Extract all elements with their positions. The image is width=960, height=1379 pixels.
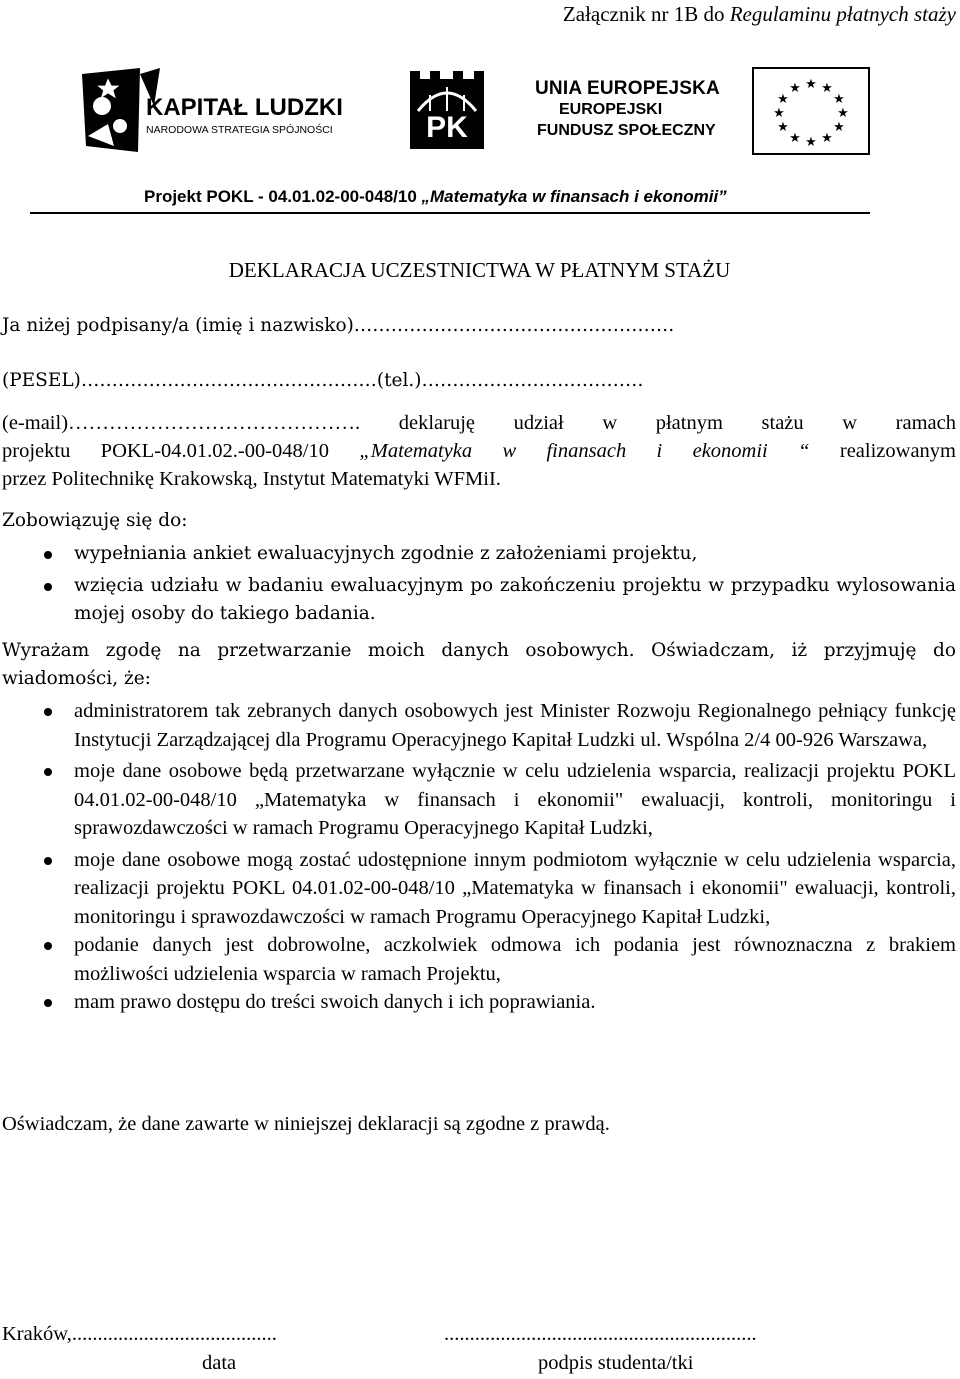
name-line: Ja niżej podpisany/a (imię i nazwisko)……………………………………………. (2, 315, 675, 336)
project-realizing: realizowanym (839, 440, 956, 462)
consent-b: Oświadczam, iż przyjmuję do (634, 640, 956, 661)
ue-line-2: EUROPEJSKI (559, 101, 663, 118)
project-line (2, 440, 956, 463)
signature-label: podpis studenta/tki (538, 1352, 694, 1374)
project-prefix: Projekt POKL - 04.01.02-00-048/10 (144, 187, 422, 206)
statement-item: moje dane osobowe mogą zostać udostępnione innym podmiotom wyłącznie w celu udzielenia wsparcia, realizacji projektu POKL 04.01.02-00-048/10 „Matematyka w finansach i ekonomii" ewaluacji, kontroli, monitoringu i sprawozdawczości w ramach Programu Operacyjnego Kapitał Ludzki, (0, 846, 956, 932)
document-title (0, 258, 960, 283)
ue-line-3: FUNDUSZ SPOŁECZNY (537, 122, 716, 139)
svg-text:★: ★ (821, 131, 833, 146)
project-code: projektu POKL-04.01.02.-00-048/10 (2, 440, 360, 462)
date-label: data (202, 1352, 237, 1374)
svg-text:★: ★ (777, 120, 789, 135)
svg-text:★: ★ (805, 135, 817, 150)
document-title-text: DEKLARACJA UCZESTNICTWA W PŁATNYM STAŻU (228, 258, 731, 282)
obligations-heading: Zobowiązuję się do: (2, 510, 188, 531)
statements-list (0, 697, 956, 1017)
svg-text:★: ★ (773, 106, 785, 121)
email-declaration-line: (e-mail)……………………………………. deklaruję udział w płatnym stażu w ramach (2, 412, 956, 434)
svg-text:★: ★ (821, 81, 833, 96)
pk-letters: PK (426, 111, 468, 144)
attachment-prefix: Załącznik nr 1B do (562, 2, 730, 26)
project-title: „Matematyka w finansach i ekonomii” (421, 187, 727, 206)
attachment-regulation: Regulaminu płatnych staży (729, 2, 956, 26)
statement-item: administratorem tak zebranych danych osobowych jest Minister Rozwoju Regionalnego pełniący funkcję Instytucji Zarządzającej dla Programu Operacyjnego Kapitał Ludzki ul. Wspólna 2/4 00-926 Warszawa, (0, 697, 956, 754)
ue-efs-text (535, 78, 720, 141)
eu-stars-icon (752, 67, 870, 155)
obligation-item: wypełniania ankiet ewaluacyjnych zgodnie z założeniami projektu, (0, 540, 956, 569)
kapital-ludzki-logo (80, 66, 380, 162)
statement-item: podanie danych jest dobrowolne, aczkolwiek odmowa ich podania jest równoznaczna z brakiem możliwości udzielenia wsparcia w ramach Projektu, (0, 931, 956, 988)
consent-line-2: wiadomości, że: (2, 668, 151, 689)
svg-text:★: ★ (789, 81, 801, 96)
consent-line-1 (2, 640, 956, 661)
obligation-item: wzięcia udziału w badaniu ewaluacyjnym po zakończeniu projektu w przypadku wylosowania mojej osoby do takiego badania. (0, 572, 956, 629)
pesel-phone-line: (PESEL)…………………………………………(tel.)……………………………… (2, 370, 644, 391)
svg-text:★: ★ (837, 106, 849, 121)
svg-text:★: ★ (805, 77, 817, 92)
pk-logo (408, 69, 486, 157)
svg-text:★: ★ (789, 131, 801, 146)
signature-field: ............................................................. (444, 1323, 757, 1345)
institution-line: przez Politechnikę Krakowską, Instytut Matematyki WFMiI. (2, 468, 501, 490)
logo-divider (30, 212, 870, 214)
statement-item: moje dane osobowe będą przetwarzane wyłącznie w celu udzielenia wsparcia, realizacji projektu POKL 04.01.02-00-048/10 „Matematyka w finansach i ekonomii" ewaluacji, kontroli, monitoringu i sprawozdawczości w ramach Programu Operacyjnego Kapitał Ludzki, (0, 757, 956, 843)
attachment-note (563, 2, 956, 27)
svg-text:★: ★ (833, 92, 845, 107)
kapital-ludzki-title: KAPITAŁ LUDZKI (146, 94, 343, 121)
svg-text:★: ★ (833, 120, 845, 135)
ue-line-1: UNIA EUROPEJSKA (535, 78, 720, 99)
consent-a: Wyrażam zgodę na przetwarzanie moich danych osobowych. (2, 640, 635, 661)
logo-band (30, 66, 870, 216)
eu-flag (752, 67, 870, 161)
svg-text:★: ★ (777, 92, 789, 107)
project-banner (144, 187, 727, 207)
final-statement: Oświadczam, że dane zawarte w niniejszej deklaracji są zgodne z prawdą. (2, 1113, 610, 1135)
project-name: „Matematyka w finansach i ekonomii “ (359, 440, 810, 462)
obligations-list (0, 540, 956, 629)
kapital-ludzki-subtitle: NARODOWA STRATEGIA SPÓJNOŚCI (146, 124, 333, 136)
place-date-field: Kraków,........................................ (2, 1323, 277, 1345)
statement-item: mam prawo dostępu do treści swoich danych i ich poprawiania. (0, 988, 956, 1017)
